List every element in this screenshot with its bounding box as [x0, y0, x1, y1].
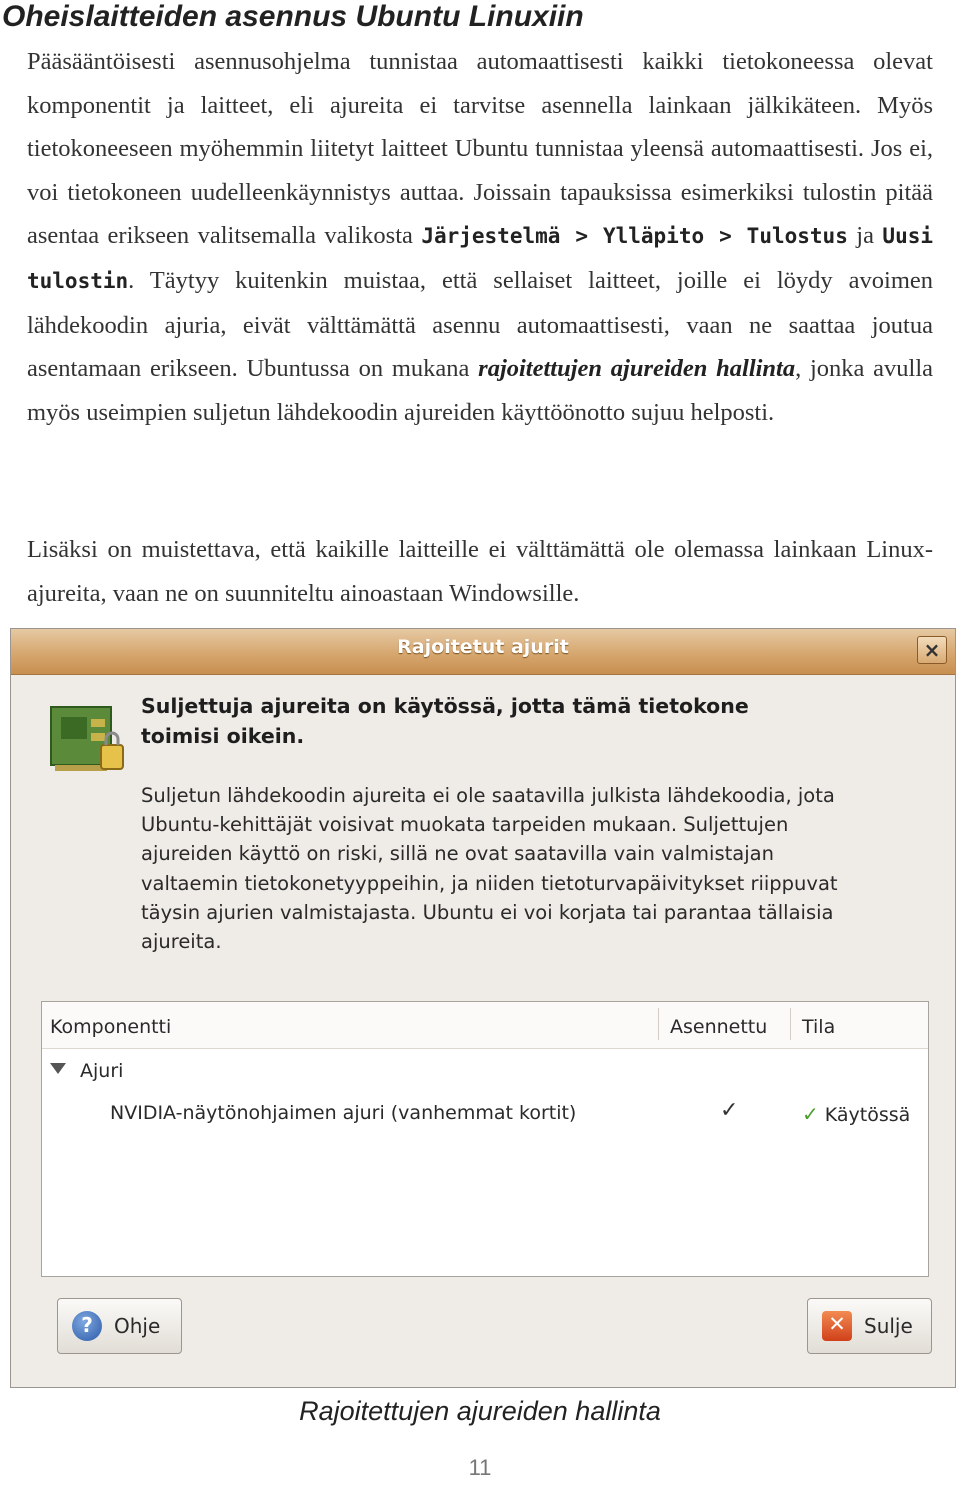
emphasis-term: rajoitettujen ajureiden hallinta	[478, 355, 796, 383]
driver-name[interactable]: NVIDIA-näytönohjaimen ajuri (vanhemmat kortit)	[110, 1102, 577, 1124]
column-status[interactable]: Tila	[802, 1016, 836, 1038]
driver-list[interactable]	[41, 1001, 929, 1277]
column-separator	[658, 1008, 659, 1040]
intro-text-2: ja	[847, 222, 883, 250]
status-cell	[802, 1102, 910, 1126]
group-label: Ajuri	[80, 1060, 124, 1082]
help-label: Ohje	[114, 1314, 161, 1338]
second-paragraph: Lisäksi on muistettava, että kaikille laitteille ei välttämättä ole olemassa lainkaan Linux-ajureita, vaan ne on suunniteltu ainoastaan Windowsille.	[27, 536, 933, 607]
menu-item: Uusi tulostin	[27, 224, 933, 293]
figure-caption: Rajoitettujen ajureiden hallinta	[299, 1396, 661, 1426]
menu-path: Järjestelmä > Ylläpito > Tulostus	[421, 224, 848, 249]
window-close-button[interactable]	[917, 636, 947, 664]
list-header	[42, 1002, 928, 1049]
restricted-drivers-window	[10, 628, 956, 1388]
close-icon: ×	[923, 638, 941, 662]
page-number: 11	[468, 1455, 492, 1480]
close-button[interactable]	[807, 1298, 932, 1354]
window-titlebar[interactable]	[11, 629, 955, 675]
status-ok-icon: ✓	[802, 1102, 819, 1126]
page-title: Oheislaitteiden asennus Ubuntu Linuxiin	[2, 0, 584, 33]
window-title: Rajoitetut ajurit	[397, 636, 569, 658]
intro-text-4: , jonka avulla myös useimpien suljetun lähdekoodin ajureiden käyttöönotto sujuu helposti.	[27, 355, 933, 426]
hardware-chip-icon	[45, 701, 133, 783]
dialog-heading: Suljettuja ajureita on käytössä, jotta tämä tietokone toimisi oikein.	[141, 694, 749, 748]
dialog-description: Suljetun lähdekoodin ajureita ei ole saatavilla julkista lähdekoodia, jota Ubuntu-kehittäjät voisivat muokata tarpeiden mukaan. Suljettujen ajureiden käyttö on riski, sillä ne ovat saatavilla vain valmistajan valtaemin tietokonetyyppeihin, ja niiden tietoturvapäivitykset riippuvat täysin ajurien valmistajasta. Ubuntu ei voi korjata tai parantaa tällaisia ajureita.	[141, 784, 838, 954]
intro-text-3: . Täytyy kuitenkin muistaa, että sellaiset laitteet, joille ei löydy avoimen lähdekoodin ajuria, eivät välttämättä asennu automaattisesti, vaan ne saattaa joutua asentamaan erikseen. Ubuntussa on mukana	[27, 266, 933, 383]
column-separator	[790, 1008, 791, 1040]
installed-check-icon[interactable]: ✓	[720, 1098, 739, 1123]
column-installed[interactable]: Asennettu	[670, 1016, 768, 1038]
column-component[interactable]: Komponentti	[50, 1016, 172, 1038]
intro-text-1: Pääsääntöisesti asennusohjelma tunnistaa automaattisesti kaikki tietokoneessa olevat komponentit ja laitteet, eli ajureita ei tarvitse asennella lainkaan jälkikäteen. Myös tietokoneeseen myöhemmin liitetyt laitteet Ubuntu tunnistaa yleensä automaattisesti. Jos ei, voi tietokoneen uudelleenkäynnistys auttaa. Joissain tapauksissa esimerkiksi tulostin pitää asentaa erikseen valitsemalla valikosta	[27, 48, 933, 250]
list-group-row[interactable]	[50, 1060, 123, 1082]
intro-paragraph	[27, 40, 933, 434]
help-icon: ?	[72, 1311, 102, 1341]
close-label: Sulje	[864, 1314, 913, 1338]
status-text: Käytössä	[824, 1104, 911, 1126]
help-button[interactable]	[57, 1298, 182, 1354]
expander-triangle-icon[interactable]	[50, 1063, 66, 1074]
close-x-icon: ✕	[822, 1311, 852, 1341]
